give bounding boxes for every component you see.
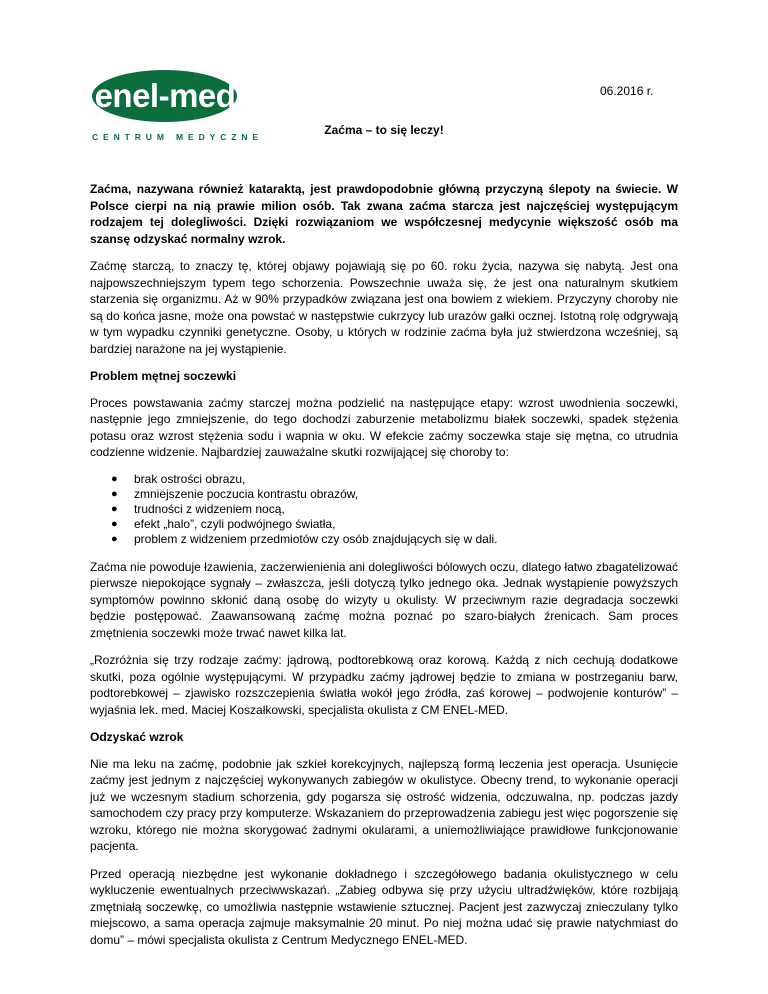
enel-med-logo <box>90 70 263 150</box>
paragraph-3: Zaćma nie powoduje łzawienia, zaczerwienienia ani dolegliwości bólowych oczu, dlatego łatwo zbagatelizować pierwsze niepokojące sygnały – zwłaszcza, jeśli dotyczą tylko jednego oka. Jednak wystąpienie powyższych symptomów powinno skłonić daną osobę do wizyty u okulisty. W przeciwnym razie degradacja soczewki będzie postępować. Zaawansowaną zaćmę można poznać po szaro-białych źrenicach. Sam proces zmętnienia soczewki może trwać nawet kilka lat. <box>90 559 678 640</box>
bullet-icon: ● <box>111 517 118 530</box>
lead-paragraph: Zaćma, nazywana również kataraktą, jest prawdopodobnie główną przyczyną ślepoty na świecie. W Polsce cierpi na nią prawie milion osób. Tak zwana zaćma starcza jest najczęściej występującym rodzajem tej dolegliwości. Dzięki rozwiązaniom we współczesnej medycynie większość osób ma szansę odzyskać normalny wzrok. <box>90 182 678 246</box>
logo-name: enel-med <box>94 77 236 114</box>
document-date: 06.2016 r. <box>600 84 654 98</box>
paragraph-6: Przed operacją niezbędne jest wykonanie dokładnego i szczegółowego badania okulistycznego w celu wykluczenie ewentualnych przeciwwskazań. „Zabieg odbywa się przy użyciu ultradźwięków, które rozbijają zmętniałą soczewkę, co umożliwia następnie wstawienie sztucznej. Pacjent jest zazwyczaj znieczulany tylko miejscowo, a sama operacja zajmuje maksymalnie 20 minut. Po niej można udać się prawie natychmiast do domu” – mówi specjalista okulista z Centrum Medycznego ENEL-MED. <box>90 866 678 947</box>
list-item: ● efekt „halo”, czyli podwójnego światła, <box>111 516 336 531</box>
paragraph-4-quote: „Rozróżnia się trzy rodzaje zaćmy: jądrową, podtorebkową oraz korową. Każdą z nich cechują dodatkowe skutki, poza ogólnie występującymi. W przypadku zaćmy jądrowej będzie to zmiana w postrzeganiu barw, podtorebkowej – zjawisko rozszczepienia światła wokół jego źródła, zaś korowej – podwojenie konturów” – wyjaśnia lek. med. Maciej Koszałkowski, specjalista okulista z CM ENEL-MED. <box>90 653 678 717</box>
bullet-icon: ● <box>111 472 118 485</box>
bullet-icon: ● <box>111 487 118 500</box>
paragraph-5: Nie ma leku na zaćmę, podobnie jak szkieł korekcyjnych, najlepszą formą leczenia jest operacja. Usunięcie zaćmy jest jednym z najczęściej wykonywanych zabiegów w okulistyce. Obecny trend, to wykonanie operacji już we wczesnym stadium schorzenia, gdy pogarsza się ostrość widzenia, odczuwalna, np. podczas jazdy samochodem czy pracy przy komputerze. Wskazaniem do przeprowadzenia zabiegu jest więc pogorszenie się wzroku, którego nie można skorygować żadnymi okularami, a uniemożliwiające prawidłowe funkcjonowanie pacjenta. <box>90 756 678 853</box>
section-heading-2: Odzyskać wzrok <box>90 730 184 744</box>
document-title: Zaćma – to się leczy! <box>324 123 444 137</box>
paragraph-2: Proces powstawania zaćmy starczej można podzielić na następujące etapy: wzrost uwodnienia soczewki, następnie jego zmniejszenie, do tego dochodzi zaburzenie metabolizmu białek soczewki, spadek stężenia potasu oraz wzrost stężenia sodu i wapnia w oku. W efekcie zaćmy soczewka staje się mętna, co utrudnia codzienne widzenie. Najbardziej zauważalne skutki rozwijającej się choroby to: <box>90 395 678 459</box>
list-item: ● trudności z widzeniem nocą, <box>111 501 285 516</box>
document-body <box>90 181 678 959</box>
symptoms-list <box>90 472 678 547</box>
section-heading-1: Problem mętnej soczewki <box>90 369 237 383</box>
list-item: ● brak ostrości obrazu, <box>111 471 246 486</box>
bullet-icon: ● <box>111 502 118 515</box>
bullet-icon: ● <box>111 532 118 545</box>
paragraph-1: Zaćmę starczą, to znaczy tę, której objawy pojawiają się po 60. roku życia, nazywa się nabytą. Jest ona najpowszechniejszym typem tego schorzenia. Powszechnie uważa się, że jest ona naturalnym skutkiem starzenia się organizmu. Aż w 90% przypadków związana jest ona bowiem z wiekiem. Przyczyny choroby nie są do końca jasne, może ona powstać w następstwie cukrzycy lub urazów gałki ocznej. Istotną rolę odgrywają w tym wypadku czynniki genetyczne. Osoby, u których w rodzinie zaćma była już stwierdzona wcześniej, są bardziej narażone na jej wystąpienie. <box>90 259 678 356</box>
list-item: ● zmniejszenie poczucia kontrastu obrazów, <box>111 486 359 501</box>
list-item: ● problem z widzeniem przedmiotów czy osób znajdujących się w dali. <box>111 531 498 546</box>
logo-subtitle: CENTRUM MEDYCZNE <box>92 132 263 142</box>
